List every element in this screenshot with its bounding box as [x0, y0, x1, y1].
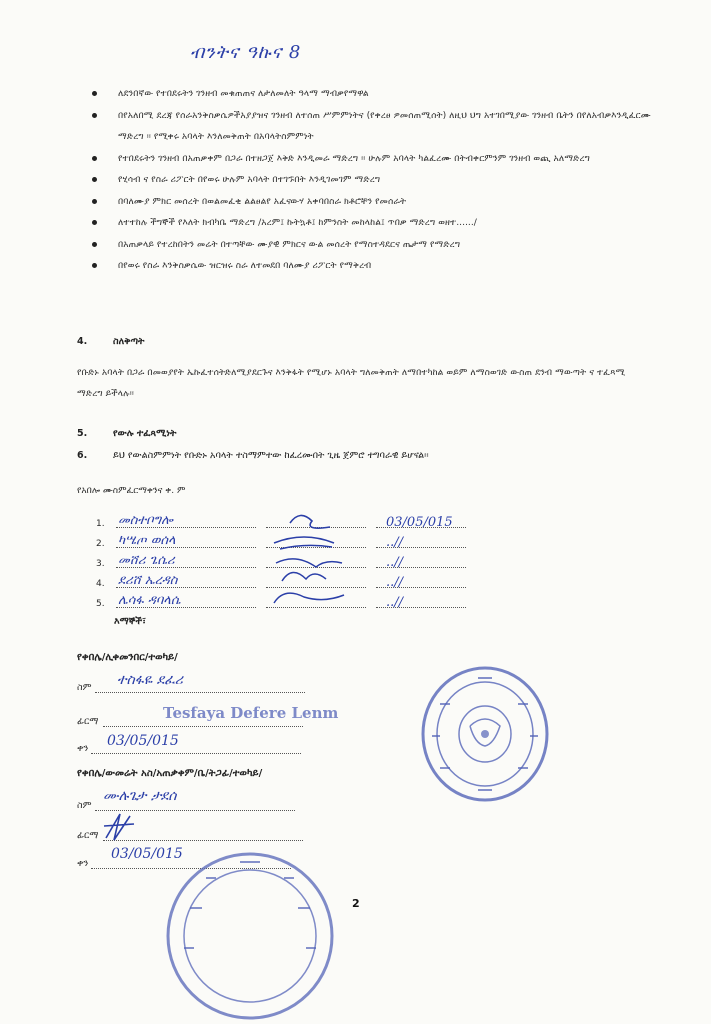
- member-date: ..//: [386, 555, 404, 570]
- receiver2-date-value: 03/05/015: [111, 846, 183, 862]
- section-4-heading: [77, 336, 144, 347]
- receiver1-signature-line: [103, 726, 303, 727]
- member-date: 03/05/015: [386, 515, 453, 530]
- member-name: መሸሪ ጌሴሪ: [118, 553, 175, 568]
- bullet-item: የሂሳብ ና የስራ ሪፖርት በየወሩ ሁሉም አባላት በተገኙበት እንዲገመገም ማድረግ: [92, 169, 652, 191]
- member-name: ካሤጦ ወሰላ: [118, 533, 176, 548]
- members-list-label: የአበሎ ሙስምፈርማቀንና ቀ. ም: [77, 486, 186, 496]
- member-date: ..//: [386, 595, 404, 610]
- receiver1-signature-label: ፊርማ: [77, 716, 99, 727]
- receiver1-name-stamp: Tesfaya Defere Lenm: [163, 704, 339, 722]
- section-6-heading: [77, 450, 429, 461]
- receiver1-date-value: 03/05/015: [107, 733, 179, 749]
- section-5-number: 5.: [77, 428, 88, 439]
- receiver1-name-label: ስም: [77, 682, 92, 693]
- receiver1-name-field: [77, 672, 327, 698]
- receiver1-date-field: [77, 733, 327, 759]
- section-4-title: ስለቅጣት: [113, 336, 145, 347]
- member-number: 5.: [96, 599, 105, 609]
- page-number: 2: [352, 897, 360, 910]
- member-date: ..//: [386, 575, 404, 590]
- receiver2-heading: የቀበሌ/ውመሬት አስ/አጠቃቀም/ቤ/ትጋፊ/ተወካይ/: [77, 768, 263, 779]
- member-name: ደሪሸ ኤረዳስ: [118, 573, 178, 588]
- section-6-text: ይህ የውልስምምነት የቡድኑ አባላት ተስማምተው ከፈረሙበት ጊዜ ጀምሮ ተግባራዊ ይሆናል፡፡: [113, 450, 429, 461]
- witnesses-label: እማኞች፣: [114, 616, 147, 627]
- receiver1-date-line: [91, 753, 301, 754]
- responsibilities-list: [92, 83, 652, 277]
- receiver2-name-label: ስም: [77, 800, 92, 811]
- receiver1-name-line: [95, 692, 305, 693]
- section-5-heading: [77, 428, 176, 439]
- receiver2-signature-scribble: [100, 810, 140, 846]
- bullet-item: ለደንበኛው የተበደሩትን ገንዘብ መቁጠጠና ለታለመለት ዓላማ ማብቃየማዋል: [92, 83, 652, 105]
- kebele-seal-stamp: [160, 838, 340, 1024]
- bullet-item: በአጠቃላይ የተረከበትን መሬት በተጣቸው ሙያዊ ምክርና ውል መሰረት የማስተዳደርና ጤታማ የማድረግ: [92, 234, 652, 256]
- bullet-item: የተበደሩትን ገንዘብ በአጠቃቀም በጋራ በተዘጋጀ እቅድ እንዲመራ ማድረግ ፡፡ ሁሉም አባላት ካልፈረሙ በትብቀርምንም ገንዘብ ወጪ አለማድረግ: [92, 148, 652, 170]
- receiver2-date-label: ቀን: [77, 858, 89, 869]
- member-number: 2.: [96, 539, 105, 549]
- member-name: መስተቦግሎ: [118, 513, 173, 528]
- receiver1-heading: የቀበሌ/ሊቀመንበር/ተወካይ/: [77, 652, 178, 663]
- section-5-title: የውሉ ተፈጻሚነት: [113, 428, 177, 439]
- bullet-item: በየወሩ የስራ እንቅስቃሴው ዝርዝሩ ስራ ለተመደበ ባለሙያ ሪፖርት የማቅረብ: [92, 255, 652, 277]
- member-name: ሌሳፋ ዳባላሴ: [118, 593, 181, 608]
- member-number: 1.: [96, 519, 105, 529]
- member-date: ..//: [386, 535, 404, 550]
- section-6-number: 6.: [77, 450, 88, 461]
- section-4-number: 4.: [77, 336, 88, 347]
- member-number: 4.: [96, 579, 105, 589]
- receiver1-date-label: ቀን: [77, 743, 89, 754]
- bullet-item: ለተተከሉ ችግኞች የእለት ክብካቤ ማድረግ /አረም፤ ኩትኳቶ፤ ከምንስት መከላከል፤ ጥበቃ ማድረግ ወዘተ....../: [92, 212, 652, 234]
- office-seal-stamp: [418, 664, 552, 804]
- bullet-item: በባለሙያ ምክር መሰረት በወልመፈቂ ልልፀልየ አፈናውሃ አቀባበስራ ክቶሮቸን የመሰራት: [92, 191, 652, 213]
- member-number: 3.: [96, 559, 105, 569]
- bullet-item: በየአለበሚ ደረጃ የሰራአንቅስቃሴዎችአያያዝና ገንዘብ ለተሰጠ ሥምምነትና (የቀረፀ ዎመሰጠሚሰት) ለዚህ ህግ አተገበሚያው ገንዘብ ቤትን በየለአብቃእንዲፈርሙ ማድረግ ፡፡ የሚቀሩ አባላት እንለመቅጠት በአባላትስምምነት: [92, 105, 652, 148]
- receiver1-name-value: ተስፋዬ ደፈሪ: [117, 672, 183, 688]
- section-4-text: የቡድኑ አባላት በጋራ በመወያየት ኤኩፈተሰትድለሚያደርጉና እንቅፋት የሚሆኑ አባላት ግለመቅጠት ለማበተካከል ወይም ለማስወገድ ውስጠ ደንብ ማውጣት ና ተፈጻሚ ማድረግ ይችላሉ፡፡: [77, 367, 626, 399]
- receiver2-name-value: ሙሉጌታ ታደሰ: [103, 788, 177, 804]
- member-signatures-scribble: [260, 505, 370, 615]
- receiver2-signature-label: ፊርማ: [77, 830, 99, 841]
- handwritten-title: ብንትና ዓኩና 8: [190, 42, 302, 63]
